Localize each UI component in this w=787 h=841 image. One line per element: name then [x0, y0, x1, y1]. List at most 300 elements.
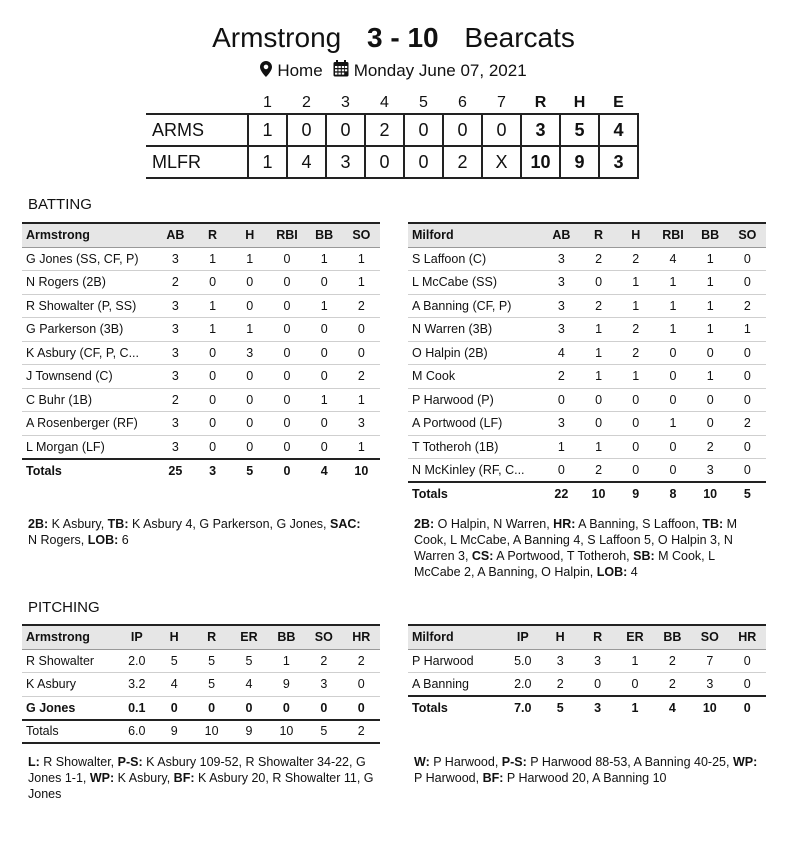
stat-cell: 1 — [231, 318, 268, 342]
stat-cell: 1 — [343, 271, 380, 295]
player-name: L McCabe (SS) — [408, 271, 543, 295]
line-score-header — [146, 92, 638, 114]
pitching-notes-milford — [414, 754, 758, 786]
note-value: M Cook, L McCabe, A Banning 4, S Laffoon 5, O Halpin 3, N Warren 3, — [414, 517, 738, 563]
stat-cell: 0 — [692, 388, 729, 412]
stat-cell: 0 — [654, 459, 691, 483]
stat-cell: 1 — [692, 271, 729, 295]
away-team-name: Armstrong — [212, 22, 342, 53]
table-header-row — [22, 223, 380, 247]
total-hits: 9 — [560, 146, 599, 178]
line-score-table — [146, 92, 639, 179]
stat-cell: 0 — [268, 341, 305, 365]
totals-row — [408, 696, 766, 720]
line-score-row-away — [146, 114, 638, 146]
note-key: LOB: — [596, 565, 628, 579]
player-row — [22, 388, 380, 412]
score-title — [0, 18, 787, 58]
stat-column-header: SO — [691, 625, 728, 649]
player-name: A Banning (CF, P) — [408, 294, 543, 318]
stat-column-header: AB — [157, 223, 194, 247]
stat-cell: 0 — [268, 696, 305, 720]
stat-cell: 0 — [230, 696, 267, 720]
stat-cell: 0 — [580, 271, 617, 295]
stat-cell: 5 — [155, 649, 192, 673]
stat-column-header: IP — [504, 625, 541, 649]
stat-cell: 1 — [692, 294, 729, 318]
stat-cell: 1 — [306, 388, 343, 412]
stat-cell: 2 — [541, 673, 578, 697]
stat-cell: 0 — [306, 412, 343, 436]
player-name: G Jones (SS, CF, P) — [22, 247, 157, 271]
stat-cell: 0 — [343, 696, 381, 720]
note-key: SAC: — [329, 517, 361, 531]
stat-cell: 0 — [194, 412, 231, 436]
player-row — [22, 247, 380, 271]
note-value: O Halpin, N Warren, — [434, 517, 554, 531]
stat-cell: 2 — [305, 649, 342, 673]
team-abbr: MLFR — [146, 146, 248, 178]
note-value: P Harwood 88-53, A Banning 40-25, — [526, 755, 733, 769]
calendar-icon — [333, 60, 349, 82]
stat-cell: 0 — [268, 435, 305, 459]
player-row — [22, 435, 380, 459]
stat-cell: 0 — [729, 341, 766, 365]
stat-cell: 1 — [692, 247, 729, 271]
player-row — [22, 294, 380, 318]
stat-cell: 0 — [268, 318, 305, 342]
stat-cell: 3 — [157, 341, 194, 365]
stat-cell: 3 — [305, 673, 342, 697]
stat-cell: 1 — [343, 435, 380, 459]
stat-cell: 0 — [617, 459, 654, 483]
stat-cell: 2 — [692, 435, 729, 459]
stat-cell: 0 — [729, 271, 766, 295]
totals-cell: 10 — [268, 720, 305, 744]
stat-cell: 0 — [306, 435, 343, 459]
player-name: A Portwood (LF) — [408, 412, 543, 436]
stat-column-header: H — [617, 223, 654, 247]
totals-cell: 2 — [343, 720, 381, 744]
table-header-row — [22, 625, 380, 649]
stat-cell: 5.0 — [504, 649, 541, 673]
stat-cell: 2 — [580, 294, 617, 318]
note-key: 2B: — [28, 517, 49, 531]
totals-cell: 10 — [193, 720, 230, 744]
stat-cell: 1 — [617, 271, 654, 295]
stat-cell: 3 — [543, 271, 580, 295]
stat-cell: 3 — [543, 318, 580, 342]
inning-header: 3 — [341, 93, 350, 111]
stat-cell: 3 — [157, 294, 194, 318]
inning-score: 4 — [287, 146, 326, 178]
inning-score: 0 — [443, 114, 482, 146]
totals-cell: 10 — [580, 482, 617, 506]
stat-cell: 4 — [654, 247, 691, 271]
stat-cell: 0 — [193, 696, 230, 720]
player-row — [408, 673, 766, 697]
stat-cell: 0 — [617, 412, 654, 436]
stat-cell: 0 — [729, 435, 766, 459]
note-key: HR: — [553, 517, 576, 531]
home-team-name: Bearcats — [464, 22, 575, 53]
stat-column-header: H — [541, 625, 578, 649]
totals-cell: 0 — [268, 459, 305, 483]
stat-cell: 4 — [230, 673, 267, 697]
stat-cell: 2 — [343, 294, 380, 318]
stat-cell: 1 — [343, 247, 380, 271]
inning-header: 7 — [497, 93, 506, 111]
player-name: K Asbury (CF, P, C... — [22, 341, 157, 365]
game-score: 3 - 10 — [367, 22, 439, 53]
player-name: T Totheroh (1B) — [408, 435, 543, 459]
totals-label: Totals — [408, 696, 504, 720]
inning-score: 2 — [443, 146, 482, 178]
stat-cell: 0 — [343, 341, 380, 365]
stat-cell: 1 — [194, 318, 231, 342]
batting-notes-milford — [414, 516, 760, 580]
note-key: BF: — [173, 771, 195, 785]
note-key: CS: — [471, 549, 494, 563]
totals-cell: 4 — [654, 696, 691, 720]
player-row — [22, 365, 380, 389]
player-row — [408, 435, 766, 459]
stat-cell: 2 — [729, 412, 766, 436]
player-name: N Rogers (2B) — [22, 271, 157, 295]
stat-cell: 1 — [268, 649, 305, 673]
stat-cell: 0.1 — [118, 696, 155, 720]
totals-cell: 3 — [579, 696, 616, 720]
stat-cell: 3 — [157, 365, 194, 389]
stat-cell: 1 — [543, 435, 580, 459]
stat-column-header: HR — [729, 625, 767, 649]
team-header-cell — [146, 92, 248, 114]
stat-cell: 3.2 — [118, 673, 155, 697]
pitching-section-title: PITCHING — [28, 599, 100, 616]
date-info — [333, 60, 527, 82]
stat-column-header: R — [193, 625, 230, 649]
stat-cell: 3 — [692, 459, 729, 483]
note-key: P-S: — [501, 755, 527, 769]
stat-cell: 0 — [654, 388, 691, 412]
player-row — [22, 341, 380, 365]
player-name: R Showalter (P, SS) — [22, 294, 157, 318]
stat-cell: 0 — [231, 412, 268, 436]
stat-cell: 2.0 — [118, 649, 155, 673]
note-key: W: — [414, 755, 430, 769]
stat-cell: 0 — [617, 435, 654, 459]
team-column-header: Milford — [408, 223, 543, 247]
stat-cell: 0 — [306, 318, 343, 342]
totals-cell: 9 — [617, 482, 654, 506]
player-name: G Jones — [22, 696, 118, 720]
table-header-row — [408, 625, 766, 649]
stat-column-header: ER — [230, 625, 267, 649]
player-row — [408, 412, 766, 436]
note-key: LOB: — [87, 533, 119, 547]
stat-cell: 3 — [579, 649, 616, 673]
stat-cell: 0 — [729, 388, 766, 412]
inning-header: 5 — [419, 93, 428, 111]
location-text: Home — [277, 61, 323, 80]
stat-cell: 2 — [617, 341, 654, 365]
stat-cell: 0 — [729, 365, 766, 389]
stat-column-header: SO — [729, 223, 766, 247]
stat-cell: 0 — [543, 459, 580, 483]
stat-column-header: R — [579, 625, 616, 649]
stat-cell: 0 — [306, 341, 343, 365]
stat-cell: 1 — [306, 294, 343, 318]
total-errors: 3 — [599, 146, 638, 178]
inning-score: 0 — [326, 114, 365, 146]
totals-cell: 5 — [729, 482, 766, 506]
stat-column-header: ER — [616, 625, 653, 649]
totals-cell: 7.0 — [504, 696, 541, 720]
note-value: P Harwood, — [414, 771, 483, 785]
stat-cell: 0 — [580, 412, 617, 436]
stat-cell: 0 — [729, 673, 767, 697]
player-row — [408, 388, 766, 412]
stat-column-header: RBI — [268, 223, 305, 247]
totals-cell: 10 — [692, 482, 729, 506]
note-value: K Asbury, — [48, 517, 108, 531]
stat-cell: 0 — [194, 388, 231, 412]
stat-cell: 0 — [617, 388, 654, 412]
stat-column-header: RBI — [654, 223, 691, 247]
inning-score: 0 — [404, 146, 443, 178]
batting-table-milford — [408, 222, 766, 506]
player-row — [408, 459, 766, 483]
totals-cell: 9 — [230, 720, 267, 744]
inning-score: 2 — [365, 114, 404, 146]
stat-cell: 0 — [231, 271, 268, 295]
note-key: SB: — [633, 549, 655, 563]
inning-score: 0 — [482, 114, 521, 146]
stat-column-header: H — [155, 625, 192, 649]
totals-cell: 3 — [194, 459, 231, 483]
pitching-table-milford — [408, 624, 766, 720]
pitching-table-armstrong — [22, 624, 380, 744]
stat-cell: 0 — [231, 294, 268, 318]
stat-cell: 0 — [580, 388, 617, 412]
player-name: A Banning — [408, 673, 504, 697]
stat-column-header: BB — [654, 625, 691, 649]
totals-row — [408, 482, 766, 506]
stat-column-header: BB — [306, 223, 343, 247]
stat-column-header: H — [231, 223, 268, 247]
note-key: BF: — [482, 771, 504, 785]
stat-cell: 0 — [616, 673, 653, 697]
stat-cell: 0 — [729, 649, 767, 673]
note-value: 4 — [627, 565, 638, 579]
note-value: M Cook, L McCabe 2, A Banning, O Halpin, — [414, 549, 715, 579]
stat-cell: 3 — [543, 412, 580, 436]
stat-cell: 2 — [157, 271, 194, 295]
player-row — [22, 696, 380, 720]
stat-cell: 2 — [543, 365, 580, 389]
stat-cell: 0 — [343, 673, 381, 697]
player-name: G Parkerson (3B) — [22, 318, 157, 342]
total-errors: 4 — [599, 114, 638, 146]
total-hits: 5 — [560, 114, 599, 146]
total-runs: 10 — [521, 146, 560, 178]
inning-score: 3 — [326, 146, 365, 178]
player-name: K Asbury — [22, 673, 118, 697]
stat-cell: 3 — [691, 673, 728, 697]
totals-cell: 0 — [729, 696, 767, 720]
stat-cell: 3 — [157, 247, 194, 271]
errors-header: E — [613, 93, 624, 111]
batting-notes-armstrong — [28, 516, 370, 548]
totals-cell: 8 — [654, 482, 691, 506]
totals-label: Totals — [22, 459, 157, 483]
stat-cell: 0 — [155, 696, 192, 720]
player-row — [408, 247, 766, 271]
player-name: J Townsend (C) — [22, 365, 157, 389]
map-pin-icon — [260, 61, 272, 82]
stat-column-header: BB — [692, 223, 729, 247]
stat-column-header: R — [194, 223, 231, 247]
stat-cell: 1 — [231, 247, 268, 271]
stat-cell: 2 — [343, 365, 380, 389]
totals-cell: 1 — [616, 696, 653, 720]
stat-cell: 2 — [654, 673, 691, 697]
stat-cell: 2 — [580, 459, 617, 483]
stat-cell: 0 — [231, 365, 268, 389]
stat-cell: 0 — [654, 341, 691, 365]
stat-cell: 1 — [580, 365, 617, 389]
inning-score: 1 — [248, 114, 287, 146]
stat-cell: 1 — [616, 649, 653, 673]
totals-cell: 5 — [541, 696, 578, 720]
note-key: WP: — [89, 771, 115, 785]
stat-column-header: BB — [268, 625, 305, 649]
stat-cell: 3 — [541, 649, 578, 673]
stat-cell: 2 — [580, 247, 617, 271]
inning-header: 6 — [458, 93, 467, 111]
stat-cell: 0 — [306, 365, 343, 389]
table-header-row — [408, 223, 766, 247]
location-info — [260, 61, 322, 82]
stat-cell: 4 — [155, 673, 192, 697]
note-value: K Asbury 109-52, R Showalter 34-22, G Jones 1-1, — [28, 755, 366, 785]
note-value: 6 — [118, 533, 129, 547]
note-key: TB: — [702, 517, 724, 531]
player-row — [22, 318, 380, 342]
pitching-notes-armstrong — [28, 754, 374, 802]
stat-cell: 7 — [691, 649, 728, 673]
stat-cell: 2 — [617, 318, 654, 342]
stat-cell: 0 — [543, 388, 580, 412]
note-key: TB: — [107, 517, 129, 531]
player-row — [408, 318, 766, 342]
stat-cell: 0 — [194, 365, 231, 389]
stat-column-header: R — [580, 223, 617, 247]
batting-table-armstrong — [22, 222, 380, 482]
stat-column-header: IP — [118, 625, 155, 649]
stat-cell: 1 — [194, 294, 231, 318]
inning-header: 1 — [263, 93, 272, 111]
player-name: R Showalter — [22, 649, 118, 673]
runs-header: R — [534, 93, 547, 111]
stat-cell: 1 — [654, 318, 691, 342]
player-name: S Laffoon (C) — [408, 247, 543, 271]
inning-score: X — [482, 146, 521, 178]
team-column-header: Armstrong — [22, 223, 157, 247]
player-row — [408, 341, 766, 365]
stat-cell: 1 — [617, 294, 654, 318]
total-runs: 3 — [521, 114, 560, 146]
inning-score: 1 — [248, 146, 287, 178]
player-name: N Warren (3B) — [408, 318, 543, 342]
totals-cell: 6.0 — [118, 720, 155, 744]
stat-cell: 0 — [654, 435, 691, 459]
stat-cell: 3 — [343, 412, 380, 436]
player-row — [22, 412, 380, 436]
totals-cell: 10 — [691, 696, 728, 720]
stat-cell: 0 — [268, 271, 305, 295]
stat-cell: 1 — [617, 365, 654, 389]
note-key: L: — [28, 755, 40, 769]
stat-cell: 3 — [543, 294, 580, 318]
game-header — [0, 18, 787, 82]
stat-cell: 5 — [193, 673, 230, 697]
totals-cell: 9 — [155, 720, 192, 744]
totals-cell: 25 — [157, 459, 194, 483]
stat-cell: 0 — [692, 341, 729, 365]
stat-cell: 3 — [157, 318, 194, 342]
player-name: A Rosenberger (RF) — [22, 412, 157, 436]
stat-cell: 0 — [268, 365, 305, 389]
stat-cell: 1 — [580, 318, 617, 342]
player-name: L Morgan (LF) — [22, 435, 157, 459]
stat-cell: 0 — [194, 435, 231, 459]
stat-cell: 1 — [654, 294, 691, 318]
player-name: O Halpin (2B) — [408, 341, 543, 365]
stat-cell: 1 — [343, 388, 380, 412]
date-text: Monday June 07, 2021 — [353, 61, 527, 80]
totals-cell: 4 — [306, 459, 343, 483]
stat-cell: 0 — [305, 696, 342, 720]
totals-label: Totals — [22, 720, 118, 744]
stat-cell: 2 — [343, 649, 381, 673]
inning-score: 0 — [365, 146, 404, 178]
stat-cell: 2 — [654, 649, 691, 673]
player-name: P Harwood (P) — [408, 388, 543, 412]
note-key: 2B: — [414, 517, 435, 531]
player-name: C Buhr (1B) — [22, 388, 157, 412]
stat-cell: 1 — [194, 247, 231, 271]
team-abbr: ARMS — [146, 114, 248, 146]
totals-cell: 22 — [543, 482, 580, 506]
stat-cell: 2.0 — [504, 673, 541, 697]
totals-cell: 10 — [343, 459, 380, 483]
stat-cell: 1 — [580, 435, 617, 459]
note-value: A Banning, S Laffoon, — [575, 517, 703, 531]
player-row — [22, 649, 380, 673]
note-value: N Rogers, — [28, 533, 88, 547]
stat-cell: 5 — [193, 649, 230, 673]
inning-score: 0 — [287, 114, 326, 146]
stat-cell: 3 — [231, 341, 268, 365]
stat-cell: 0 — [579, 673, 616, 697]
batting-section-title: BATTING — [28, 196, 92, 213]
stat-cell: 5 — [230, 649, 267, 673]
stat-cell: 0 — [194, 271, 231, 295]
player-row — [22, 673, 380, 697]
player-row — [408, 365, 766, 389]
player-row — [408, 294, 766, 318]
